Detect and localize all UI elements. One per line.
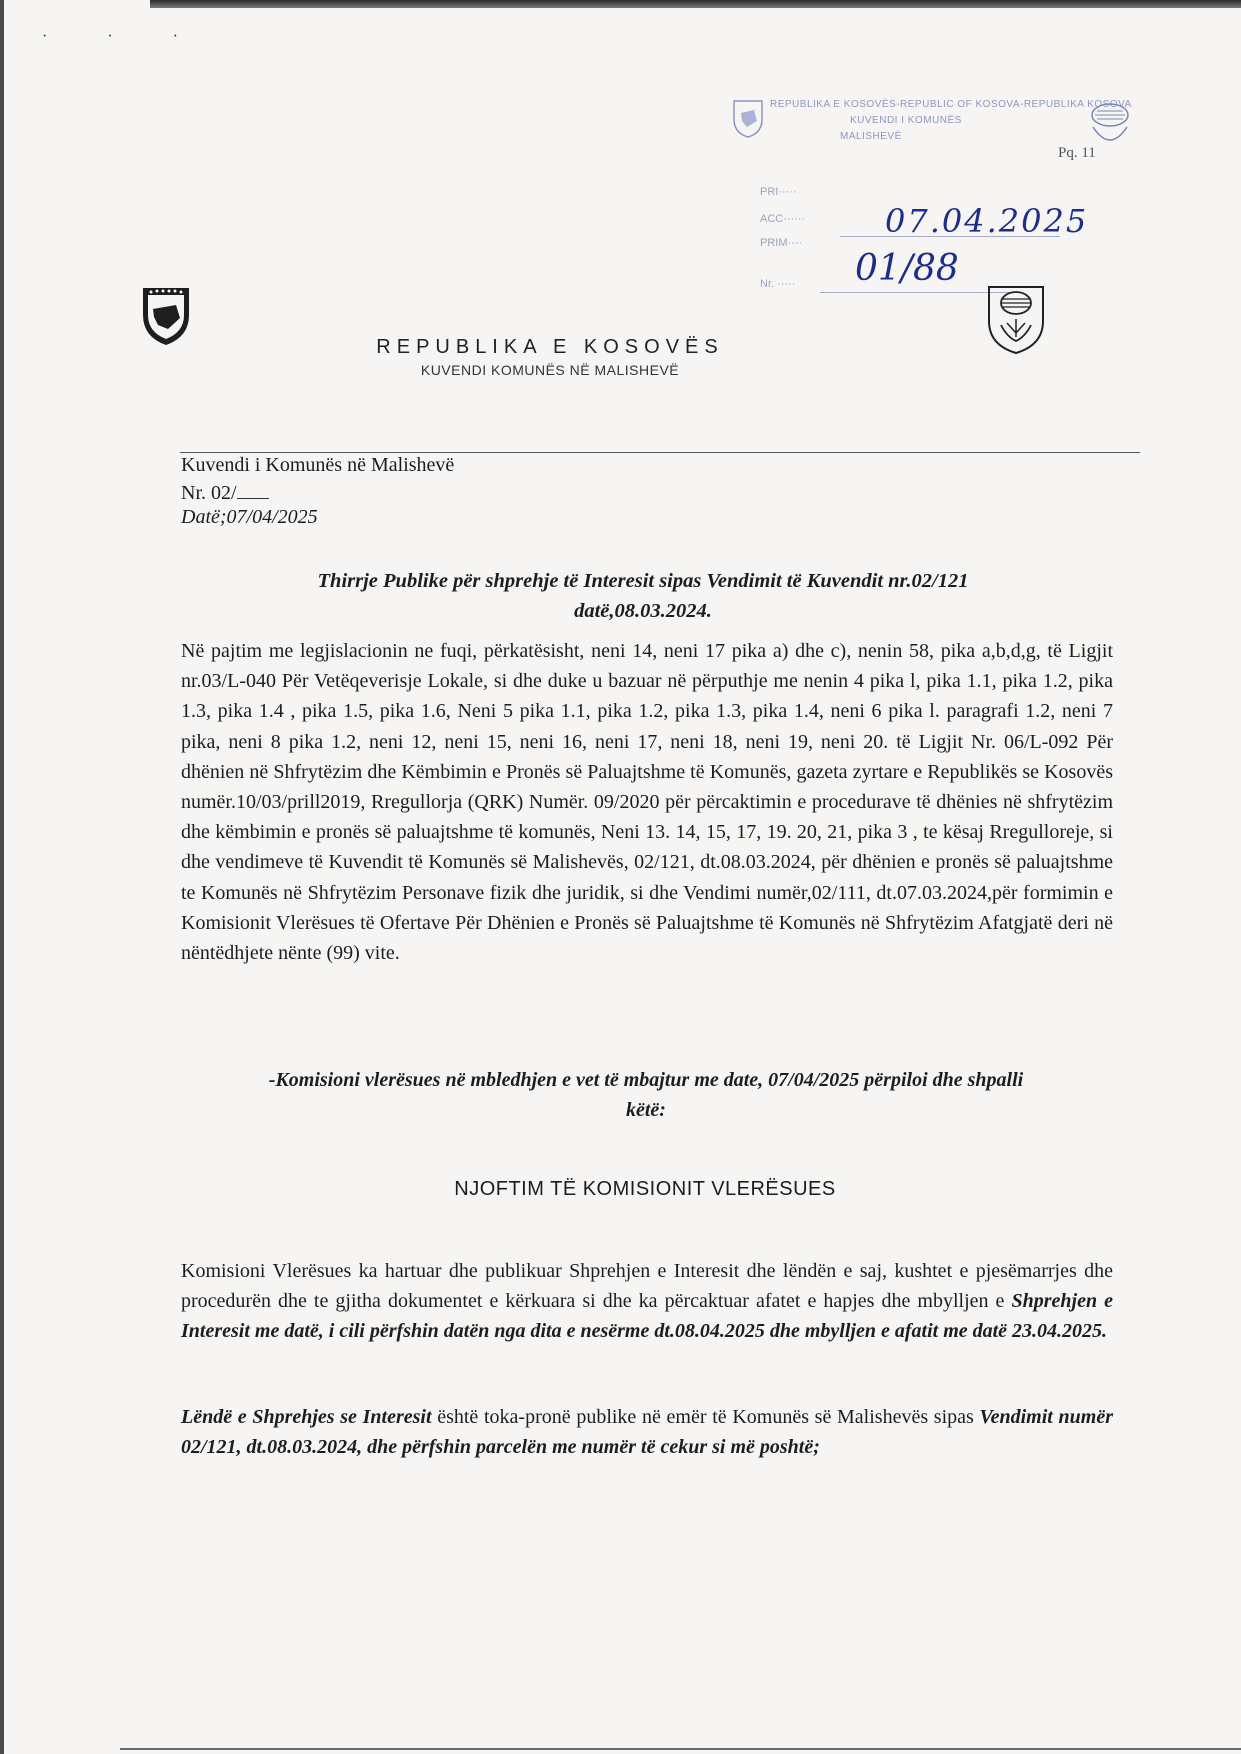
scan-top-edge: [150, 0, 1241, 8]
commission-statement: [180, 1065, 1112, 1125]
reference-number: [181, 480, 269, 505]
scan-bottom-edge: [120, 1748, 1241, 1750]
subject-paragraph-text: është toka-pronë publike në emër të Komunës së Malishevës sipas: [431, 1406, 980, 1428]
document-title-line-2: datë,08.03.2024.: [574, 600, 712, 622]
received-label-1: PRI·····: [760, 186, 797, 198]
reference-date: Datë;07/04/2025: [181, 506, 318, 528]
stamp-line-3: MALISHEVË: [840, 131, 902, 142]
header-divider: [180, 452, 1140, 453]
document-title: [180, 566, 1106, 626]
document-title-line-1: Thirrje Publike për shprehje të Interesit sipas Vendimit të Kuvendit nr.02/121: [317, 570, 969, 592]
subject-paragraph: [181, 1402, 1113, 1462]
legal-basis-paragraph: Në pajtim me legjislacionin ne fuqi, përkatësisht, neni 14, neni 17 pika a) dhe c), nenin 58, pika a,b,d,g, të Ligjit nr.03/L-040 Për Vetëqeverisje Lokale, si dhe duke u bazuar në përputhje me nenin 4 pika l, pika 1.1, pika 1.2, pika 1.3, pika 1.4 , pika 1.5, pika 1.6, Neni 5 pika 1.1, pika 1.2, pika 1.3, pika 1.4, neni 6 pika l. paragrafi 1.2, neni 7 pika, neni 8 pika 1.2, neni 12, neni 15, neni 16, neni 17, neni 18, neni 19, neni 20. të Ligjit Nr. 06/L-092 Për dhënien në Shfrytëzim dhe Këmbimin e Pronës së Paluajtshme të Komunës, gazeta zyrtare e Republikës se Kosovës numër.10/03/prill2019, Rregullorja (QRK) Numër. 09/2020 për përcaktimin e procedurave të dhënies në shfrytëzim dhe këmbimin e pronës së paluajtshme të komunës, Neni 13. 14, 15, 17, 19. 20, 21, pika 3 , te kësaj Rregulloreje, si dhe vendimeve të Kuvendit të Komunës së Malishevës, 02/121, dt.08.03.2024, për dhënien e pronës së paluajtshme te Komunës në Shfrytëzim Personave fizik dhe juridik, si dhe Vendimi numër,02/111, dt.07.03.2024,për formimin e Komisionit Vlerësues të Ofertave Për Dhënien e Pronës së Paluajtshme të Komunës në Shfrytëzim Afatgjatë deri në nëntëdhjete nënte (99) vite.: [181, 640, 1113, 965]
notice-paragraph-emphasis: Shprehjen e Interesit me datë, i cili përfshin datën nga dita e nesërme dt.08.04.2025 dhe mbylljen e afatit me datë 23.04.2025.: [181, 1290, 1113, 1343]
notice-heading: NJOFTIM TË KOMISIONIT VLERËSUES: [454, 1178, 836, 1200]
handwritten-date: 07.04.2025: [885, 202, 1089, 240]
malisheva-municipality-emblem-icon: [985, 283, 1047, 355]
reference-number-blank: [237, 480, 269, 499]
kosovo-seal-icon: [730, 95, 766, 139]
scan-left-edge: [0, 0, 4, 1754]
received-label-4: Nr. ·····: [760, 278, 796, 290]
notice-paragraph-text: Komisioni Vlerësues ka hartuar dhe publikuar Shprehjen e Interesit dhe lëndën e saj, kushtet e pjesëmarrjes dhe procedurën dhe te gjitha dokumentet e kërkuara si dhe ka përcaktuar afatet e hapjes dhe mbylljen e: [181, 1260, 1113, 1313]
municipality-stamp-emblem-icon: [1085, 101, 1135, 151]
stamp-page-number: Pq. 11: [1058, 145, 1096, 161]
scan-specks: · · ·: [42, 28, 206, 45]
header-title: REPUBLIKA E KOSOVËS: [376, 336, 724, 358]
commission-statement-line-2: këtë:: [626, 1099, 666, 1121]
received-label-2: ACC······: [760, 213, 806, 225]
received-label-3: PRIM····: [760, 237, 803, 249]
reference-number-text: Nr. 02/: [181, 482, 237, 504]
notice-paragraph: [181, 1256, 1113, 1347]
header-subtitle: KUVENDI KOMUNËS NË MALISHEVË: [420, 362, 680, 378]
handwritten-number: 01/88: [855, 248, 959, 289]
subject-paragraph-decision: Vendimit numër 02/121, dt.08.03.2024, dhe përfshin parcelën me numër të cekur si më poshtë;: [181, 1406, 1113, 1459]
kosovo-coat-of-arms-icon: [140, 285, 192, 347]
reference-institution: Kuvendi i Komunës në Malishevë: [181, 454, 455, 476]
commission-statement-line-1: -Komisioni vlerësues në mbledhjen e vet të mbajtur me date, 07/04/2025 përpiloi dhe shpalli: [268, 1069, 1024, 1091]
stamp-line-2: KUVENDI I KOMUNËS: [850, 115, 962, 126]
stamp-line-1: REPUBLIKA E KOSOVËS-REPUBLIC OF KOSOVA-REPUBLIKA KOSOVA: [770, 99, 1132, 110]
subject-paragraph-lead: Lëndë e Shprehjes se Interesit: [181, 1406, 432, 1428]
